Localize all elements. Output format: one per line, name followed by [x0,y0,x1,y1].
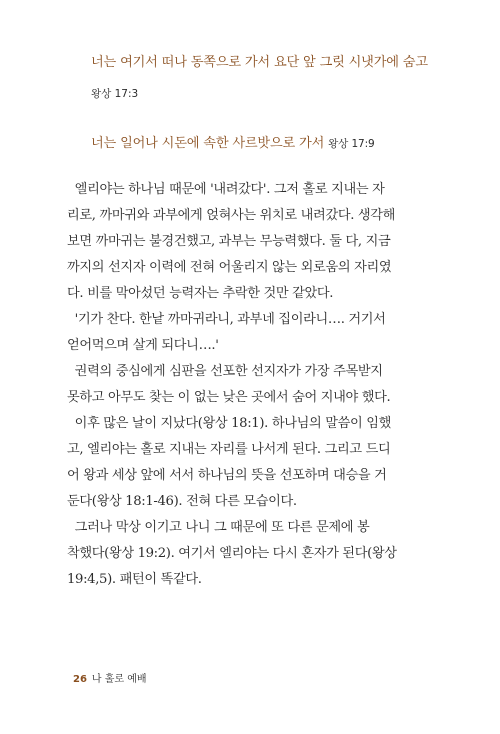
body-line: 권력의 중심에게 심판을 선포한 선지자가 가장 주목받지 [67,364,383,379]
body-line: 어 왕과 세상 앞에 서서 하나님의 뜻을 선포하며 대승을 거 [67,468,387,483]
page-footer [73,670,147,685]
page-number: 26 [73,674,87,685]
scripture-quote-2-text: 너는 일어나 시돈에 속한 사르밧으로 가서 [91,136,325,151]
body-line: 보면 까마귀는 불경건했고, 과부는 무능력했다. 둘 다, 지금 [67,234,391,249]
body-line: 엘리야는 하나님 때문에 '내려갔다'. 그저 홀로 지내는 자 [67,182,385,197]
scripture-quote-1 [91,53,431,73]
body-line: 고, 엘리야는 홀로 지내는 자리를 나서게 된다. 그리고 드디 [67,442,391,457]
scripture-quote-1-text: 너는 여기서 떠나 동쪽으로 가서 요단 앞 그릿 시냇가에 숨고 [91,55,428,70]
body-line: 까지의 선지자 이력에 전혀 어울리지 않는 외로움의 자리였 [67,260,392,275]
scripture-quote-2 [91,134,431,154]
body-line: 19:4,5). 패턴이 똑같다. [67,572,202,587]
body-line: '기가 찬다. 한낱 까마귀라니, 과부네 집이라니…. 거기서 [67,312,386,327]
body-line: 다. 비를 막아섰던 능력자는 추락한 것만 같았다. [67,286,334,301]
body-line: 못하고 아무도 찾는 이 없는 낮은 곳에서 숨어 지내야 했다. [67,390,391,405]
body-line: 얻어먹으며 살게 되다니….' [67,338,219,353]
body-line: 둔다(왕상 18:1-46). 전혀 다른 모습이다. [67,494,297,509]
body-line: 착했다(왕상 19:2). 여기서 엘리야는 다시 혼자가 된다(왕상 [67,546,397,561]
scripture-quote-1-reference: 왕상 17:3 [91,88,139,100]
body-line: 이후 많은 날이 지났다(왕상 18:1). 하나님의 말씀이 임했 [67,416,392,431]
body-paragraphs [67,177,413,593]
body-line: 리로, 까마귀와 과부에게 얹혀사는 위치로 내려갔다. 생각해 [67,208,396,223]
body-line: 그러나 막상 이기고 나니 그 때문에 또 다른 문제에 봉 [67,520,370,535]
scripture-quote-2-reference: 왕상 17:9 [328,138,375,150]
running-book-title: 나 홀로 예배 [91,674,147,685]
